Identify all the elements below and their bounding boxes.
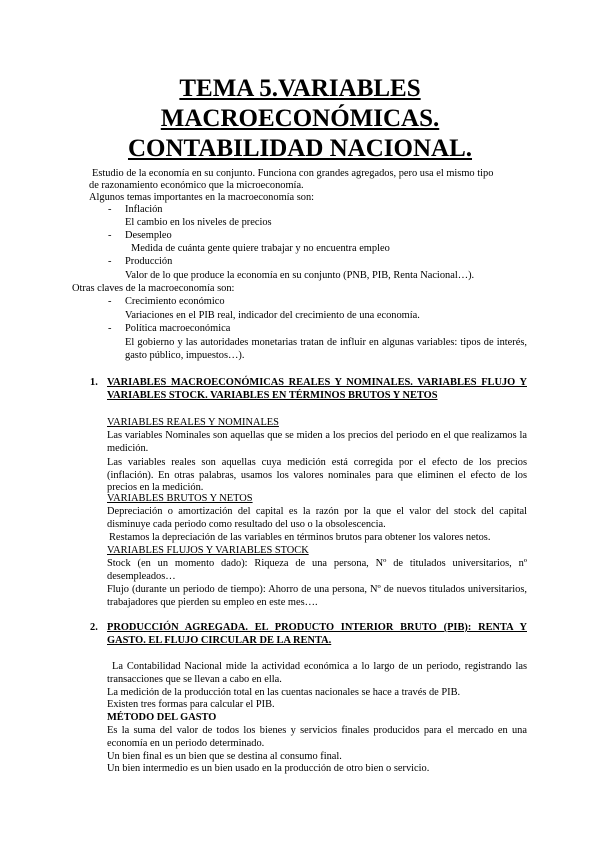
title-line-2: MACROECONÓMICAS. (160, 105, 440, 132)
section-2-number: 2. (90, 622, 98, 633)
section-1-reales-p1: Las variables Nominales son aquellas que se miden a los precios del periodo en el que realizamos la medición. (107, 430, 527, 454)
section-1-subheading-flujos: VARIABLES FLUJOS Y VARIABLES STOCK (107, 545, 309, 556)
page-title (60, 74, 540, 164)
intro-paragraph-1b: de razonamiento económico que la microeconomía. (89, 180, 304, 191)
list-item-produccion-desc: Valor de lo que produce la economía en su conjunto (PNB, PIB, Renta Nacional…). (125, 270, 475, 281)
section-1-subheading-brutos: VARIABLES BRUTOS Y NETOS (107, 493, 253, 504)
section-2-heading: PRODUCCIÓN AGREGADA. EL PRODUCTO INTERIOR BRUTO (PIB): RENTA Y GASTO. EL FLUJO CIRCULAR DE LA RENTA. (107, 622, 527, 646)
intro-paragraph-1a: Estudio de la economía en su conjunto. Funciona con grandes agregados, pero usa el mismo tipo (92, 168, 494, 179)
intro-paragraph-2: Algunos temas importantes en la macroeconomía son: (89, 192, 315, 203)
section-2-p2: La medición de la producción total en las cuentas nacionales se hace a través de PIB. (107, 687, 461, 698)
section-2-p6: Un bien intermedio es un bien usado en la producción de otro bien o servicio. (107, 763, 430, 774)
title-line-1: TEMA 5.VARIABLES (179, 75, 421, 102)
list-item-inflacion-desc: El cambio en los niveles de precios (125, 217, 272, 228)
list-item-desempleo: Desempleo (125, 230, 172, 241)
intro-paragraph-3: Otras claves de la macroeconomía son: (72, 283, 235, 294)
section-2-method-heading: MÉTODO DEL GASTO (107, 712, 217, 723)
list-item-crecimiento: Crecimiento económico (125, 296, 225, 307)
section-2-p1: La Contabilidad Nacional mide la actividad económica a lo largo de un periodo, registrando las transacciones que se llevan a cabo en ella. (107, 661, 527, 685)
list-item-politica-desc: El gobierno y las autoridades monetarias tratan de influir en algunas variables: tipos de interés, gasto público, impuestos…). (125, 337, 527, 361)
list-bullet: - (108, 323, 112, 334)
list-bullet: - (108, 256, 112, 267)
list-bullet: - (108, 204, 112, 215)
list-item-politica: Política macroeconómica (125, 323, 231, 334)
section-1-flujos-p2: Flujo (durante un periodo de tiempo): Ahorro de una persona, Nº de nuevos titulados universitarios, trabajadores que pierden su empleo en este mes…. (107, 584, 527, 608)
list-item-desempleo-desc: Medida de cuánta gente quiere trabajar y no encuentra empleo (131, 243, 390, 254)
section-2-p4: Es la suma del valor de todos los bienes y servicios finales producidos para el mercado en una economía en un periodo determinado. (107, 725, 527, 749)
title-line-3: CONTABILIDAD NACIONAL. (127, 135, 473, 162)
section-1-brutos-p1: Depreciación o amortización del capital es la razón por la que el valor del stock del capital disminuye cada periodo como resultado del uso o la obsolescencia. (107, 506, 527, 530)
section-1-subheading-reales: VARIABLES REALES Y NOMINALES (107, 417, 279, 428)
list-item-inflacion: Inflación (125, 204, 163, 215)
section-2-p5: Un bien final es un bien que se destina al consumo final. (107, 751, 342, 762)
section-1-reales-p2: Las variables reales son aquellas cuya medición está corregida por el efecto de los precios (inflación). En otras palabras, usamos los valores nominales para que eliminen el efecto de los precios en la medición. (107, 457, 527, 493)
list-bullet: - (108, 296, 112, 307)
section-1-heading: VARIABLES MACROECONÓMICAS REALES Y NOMINALES. VARIABLES FLUJO Y VARIABLES STOCK. VARIABLES EN TÉRMINOS BRUTOS Y NETOS (107, 377, 527, 401)
section-1-flujos-p1: Stock (en un momento dado): Riqueza de una persona, Nº de titulados universitarios, nº desempleados… (107, 558, 527, 582)
list-item-produccion: Producción (125, 256, 173, 267)
section-2-p3: Existen tres formas para calcular el PIB. (107, 699, 275, 710)
list-bullet: - (108, 230, 112, 241)
section-1-brutos-p2: Restamos la depreciación de las variables en términos brutos para obtener los valores netos. (109, 532, 491, 543)
section-1-number: 1. (90, 377, 98, 388)
list-item-crecimiento-desc: Variaciones en el PIB real, indicador del crecimiento de una economía. (125, 310, 420, 321)
